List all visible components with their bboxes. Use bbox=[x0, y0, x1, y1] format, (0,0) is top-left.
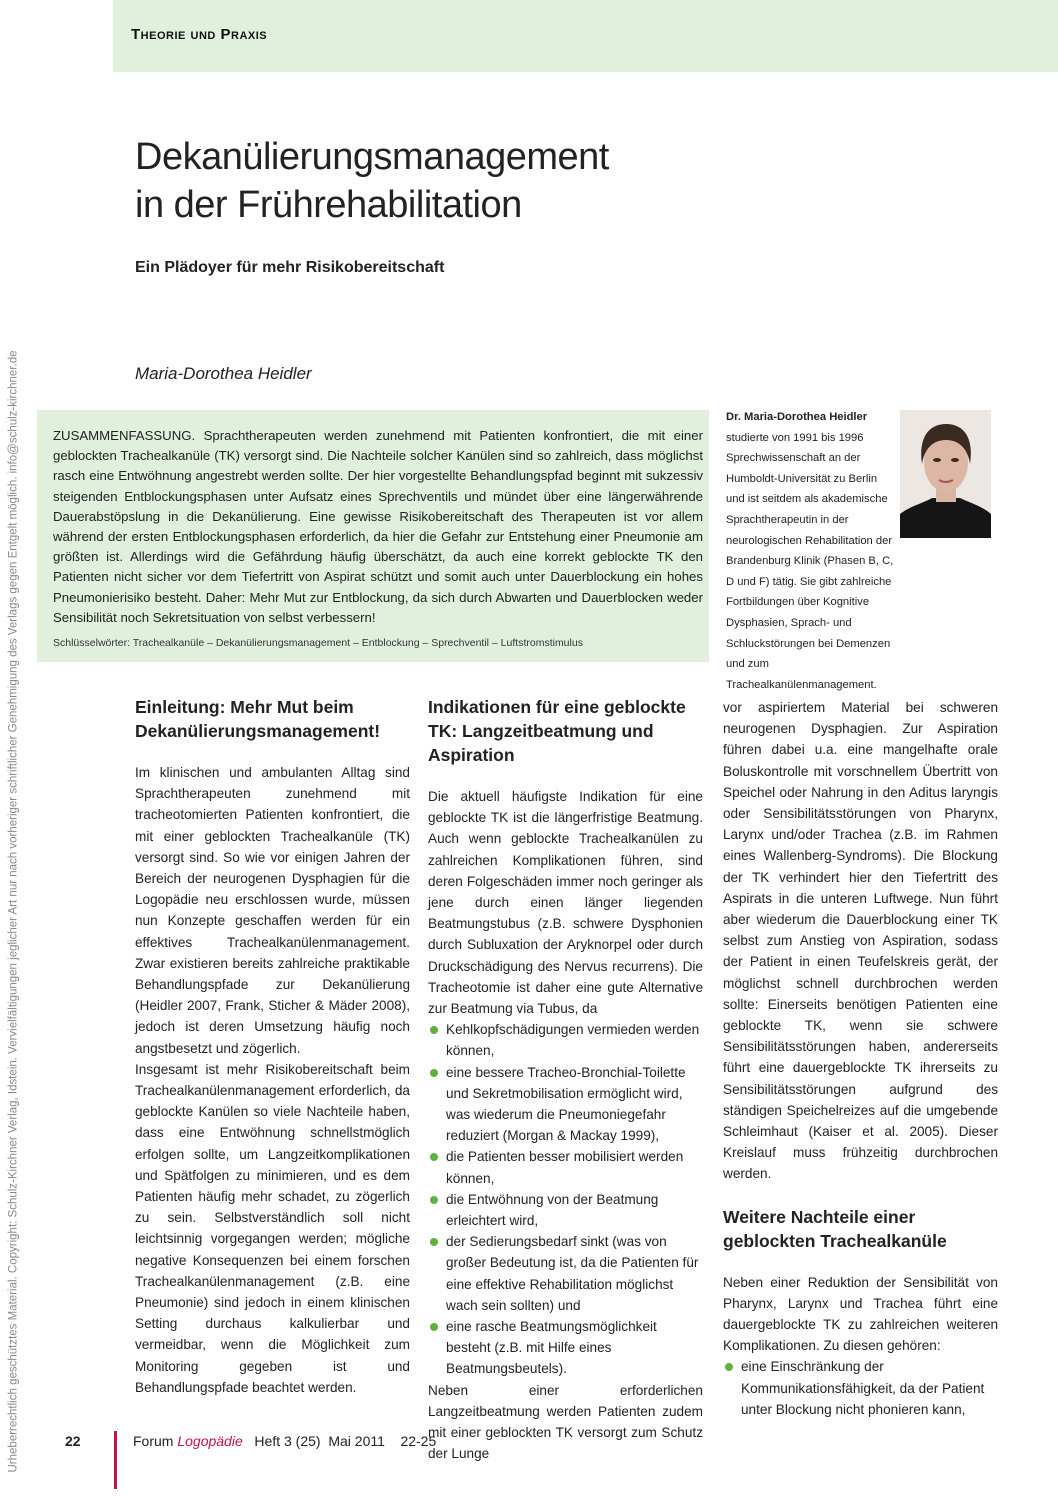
bio-name: Dr. Maria-Dorothea Heidler bbox=[726, 411, 868, 423]
page-number: 22 bbox=[65, 1433, 81, 1449]
article-title bbox=[135, 133, 609, 229]
list-item: Kehlkopfschädigungen vermieden werden können, bbox=[428, 1019, 703, 1061]
list-item: die Entwöhnung von der Beatmung erleichtert wird, bbox=[428, 1189, 703, 1231]
keywords: Schlüsselwörter: Trachealkanüle – Dekanülierungsmanagement – Entblockung – Sprechventil – Luftstromstimulus bbox=[53, 637, 583, 649]
col1-paragraph-2: Insgesamt ist mehr Risikobereitschaft beim Trachealkanülenmanagement erforderlich, da geblockte Kanülen so viele Nachteile haben, dass eine Entwöhnung schnellstmöglich erfolgen sollte, um Langzeitkomplikationen und Spätfolgen zu minimieren, und es dem Patienten häufig mehr schadet, zu zögerlich zu sein. Selbstverständlich soll nicht leichtsinnig vorgegangen werden; mögliche negative Konsequenzen bei einem forschen Trachealkanülenmanagement (z.B. eine Pneumonie) sind jedoch in einem klinischen Setting durchaus kalkulierbar und vermeidbar, wenn die Möglichkeit zum Monitoring gegeben ist und Behandlungspfade beachtet werden. bbox=[135, 1061, 410, 1395]
indication-list bbox=[428, 1019, 703, 1379]
heading-indikationen: Indikationen für eine geblockte TK: Langzeitbeatmung und Aspiration bbox=[428, 697, 686, 765]
article-subtitle: Ein Plädoyer für mehr Risikobereitschaft bbox=[135, 259, 445, 276]
bullet-icon bbox=[430, 1238, 438, 1246]
title-line-1: Dekanülierungsmanagement bbox=[135, 136, 609, 178]
bullet-icon bbox=[430, 1069, 438, 1077]
bio-text: studierte von 1991 bis 1996 Sprechwissenschaft an der Humboldt-Universität zu Berlin und ist seitdem als akademische Sprachtherapeutin in der neurologischen Rehabilitation der Brandenburg Klinik (Phasen B, C, D und F) tätig. Sie gibt zahlreiche Fortbildungen über Kognitive Dysphasien, Sprach- und Schluckstörungen bei Demenzen und zum Trachealkanülenmanagement. bbox=[726, 431, 894, 691]
list-item: eine Einschränkung der Kommunikationsfähigkeit, da der Patient unter Blockung nicht phonieren kann, bbox=[723, 1356, 998, 1420]
bullet-icon bbox=[725, 1363, 733, 1371]
column-1 bbox=[135, 695, 410, 1398]
list-item: die Patienten besser mobilisiert werden können, bbox=[428, 1146, 703, 1188]
col3-paragraph-2: Neben einer Reduktion der Sensibilität von Pharynx, Larynx und Trachea führt eine dauergeblockte TK zu zahlreichen weiteren Komplikationen. Zu diesen gehören: bbox=[723, 1274, 998, 1354]
issue-info: Heft 3 (25) Mai 2011 22-25 bbox=[254, 1433, 437, 1449]
heading-weitere-nachteile: Weitere Nachteile einer geblockten Trachealkanüle bbox=[723, 1206, 947, 1251]
bullet-icon bbox=[430, 1196, 438, 1204]
author-photo bbox=[900, 410, 991, 538]
title-line-2: in der Frührehabilitation bbox=[135, 184, 522, 226]
list-item: eine rasche Beatmungsmöglichkeit besteht (z.B. mit Hilfe eines Beatmungsbeutels). bbox=[428, 1316, 703, 1380]
section-header-bar bbox=[113, 0, 1058, 72]
abstract-box bbox=[37, 410, 709, 662]
section-label: Theorie und Praxis bbox=[131, 26, 268, 43]
journal-name: Forum bbox=[133, 1433, 174, 1449]
abstract-text: ZUSAMMENFASSUNG. Sprachtherapeuten werden zunehmend mit Patienten konfrontiert, die mit einer geblockten Trachealkanüle (TK) versorgt sind. Die Nachteile solcher Kanülen sind so zahlreich, dass möglichst rasch eine Entwöhnung angestrebt werden sollte. Der hier vorgestellte Behandlungspfad beginnt mit sukzessiv steigenden Entblockungsphasen unter Aufsatz eines Sprechventils und mündet über eine längerwährende Dauerabstöpslung in die Dekanülierung. Eine gewisse Risikobereitschaft des Therapeuten ist vor allem während der ersten Entblockungsphasen erforderlich, da hier die Gefahr zur Entstehung einer Pneumonie am größten ist. Allerdings wird die Gefährdung häufig überschätzt, da auch eine korrekt geblockte TK den Patienten nicht sicher vor dem Tiefertritt von Aspirat schützt und somit auch unter Dauerblockung ein hohes Pneumonierisiko besteht. Daher: Mehr Mut zur Entblockung, da sich durch Abwarten und Dauerblocken weder Sensibilität noch Sekretsituation von selbst verbessern! bbox=[53, 428, 703, 625]
column-2 bbox=[428, 695, 703, 1465]
copyright-sidebar-notice: Urheberrechtlich geschütztes Material. Copyright: Schulz-Kirchner Verlag, Idstein. Vervielfältigungen jeglicher Art nur nach vorheriger schriftlicher Genehmigung des Verlags gegen Entgelt möglich. info@schulz-kirchner.de bbox=[7, 350, 20, 1473]
author-portrait-image bbox=[900, 410, 991, 538]
list-item: der Sedierungsbedarf sinkt (was von großer Bedeutung ist, da die Patienten für eine effektive Rehabilitation möglichst wach sein sollten) und bbox=[428, 1231, 703, 1316]
col2-paragraph-2: Neben einer erforderlichen Langzeitbeatmung werden Patienten zudem mit einer geblockten TK versorgt zum Schutz der Lunge bbox=[428, 1382, 703, 1462]
footer-divider bbox=[114, 1431, 117, 1489]
column-3 bbox=[723, 697, 998, 1420]
bullet-icon bbox=[430, 1323, 438, 1331]
complication-list bbox=[723, 1356, 998, 1420]
journal-name-accent: Logopädie bbox=[177, 1433, 243, 1449]
heading-einleitung: Einleitung: Mehr Mut beim Dekanülierungsmanagement! bbox=[135, 697, 381, 741]
article-author: Maria-Dorothea Heidler bbox=[135, 364, 312, 383]
bullet-icon bbox=[430, 1026, 438, 1034]
col3-paragraph-1: vor aspiriertem Material bei schweren neurogenen Dysphagien. Zur Aspiration führen dabei u.a. eine mangelhafte orale Boluskontrolle mit vorschnellem Übertritt von Speichel oder Nahrung in den Aditus laryngis oder Sensibilitätsstörungen von Pharynx, Larynx und/oder Trachea (z.B. im Rahmen eines Wallenberg-Syndroms). Die Blockung der TK verhindert hier den Tiefertritt des Aspirats in die unteren Luftwege. Nun führt aber wiederum die Dauerblockung einer TK selbst zum Anstieg von Aspiration, sodass der Patient in einen Teufelskreis gerät, der möglichst schnell durchbrochen werden sollte: Einerseits benötigen Patienten eine geblockte TK, wenn sie schwere Sensibilitätsstörungen haben, andererseits führt eine dauergeblockte TK ihrerseits zu Sensibilitätsstörungen aufgrund des ständigen Speichelreizes auf die umgebende Schleimhaut (Kaiser et al. 2005). Dieser Kreislauf muss frühzeitig durchbrochen werden. bbox=[723, 700, 998, 1182]
col2-paragraph-1: Die aktuell häufigste Indikation für eine geblockte TK ist die längerfristige Beatmung. Auch wenn geblockte Trachealkanülen zu zahlreichen Komplikationen führen, sind deren Folgeschäden immer noch geringer als jene durch einen länger liegenden Beatmungstubus (z.B. schwere Dysphonien durch Subluxation der Aryknorpel oder durch Druckschädigung des Nervus recurrens). Die Tracheotomie ist daher eine gute Alternative zur Beatmung via Tubus, da bbox=[428, 789, 703, 1017]
list-item: eine bessere Tracheo-Bronchial-Toilette und Sekretmobilisation ermöglicht wird, was wiederum die Pneumoniegefahr reduziert (Morgan & Mackay 1999), bbox=[428, 1062, 703, 1147]
bullet-icon bbox=[430, 1153, 438, 1161]
col1-paragraph-1: Im klinischen und ambulanten Alltag sind Sprachtherapeuten zunehmend mit tracheotomierten Patienten konfrontiert, die mit einer geblockten Trachealkanüle (TK) versorgt sind. So wie vor einigen Jahren der Bereich der neurogenen Dysphagien für die Logopädie neu erschlossen wurde, müssen nun Konzepte geschaffen werden für ein effektives Trachealkanülenmanagement. Zwar existieren bereits zahlreiche praktikable Behandlungspfade zur Dekanülierung (Heidler 2007, Frank, Sticher & Mäder 2008), jedoch ist deren Umsetzung häufig noch angstbesetzt und zögerlich. bbox=[135, 765, 410, 1056]
journal-info bbox=[133, 1433, 436, 1449]
